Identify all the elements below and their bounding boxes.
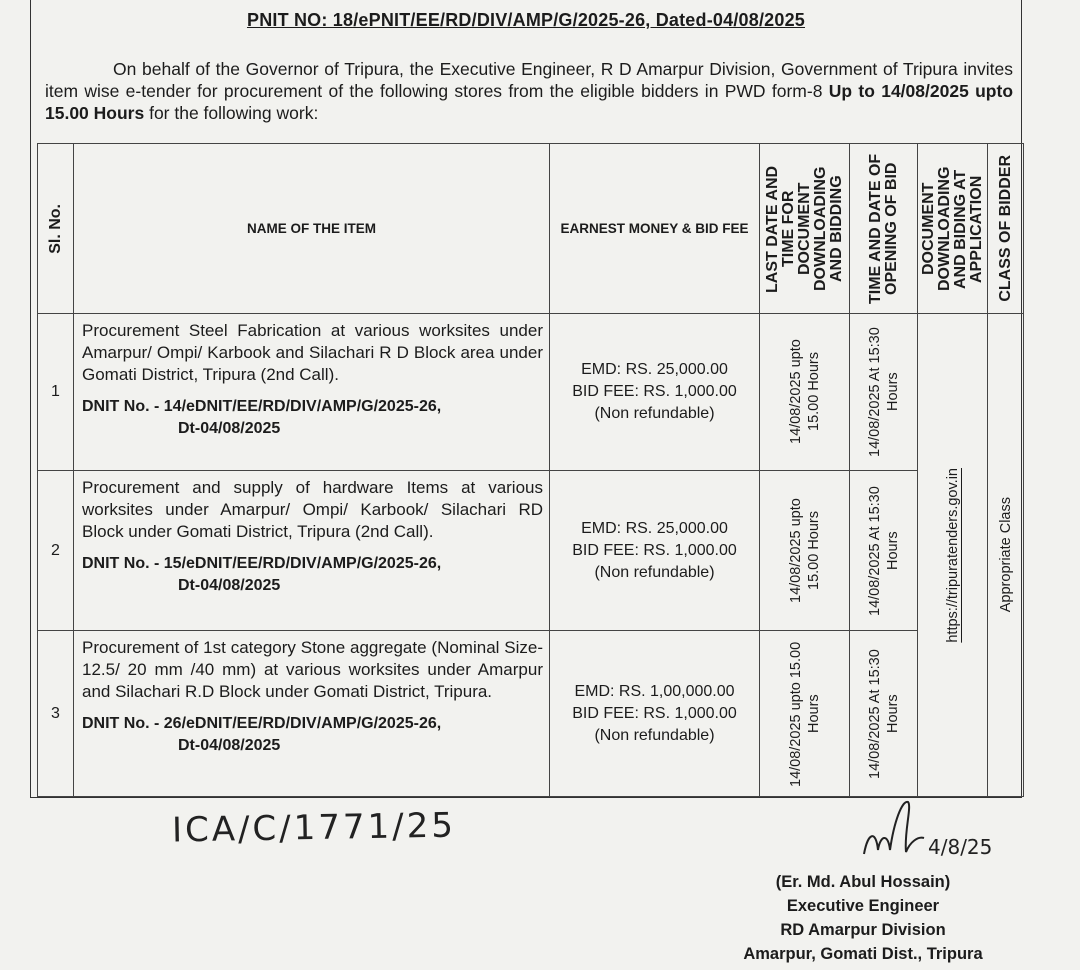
signature-date: 4/8/25 xyxy=(928,835,993,859)
intro-suffix: for the following work: xyxy=(144,103,319,123)
header-downloading: DOCUMENT DOWNLOADING AND BIDING AT APPLICATION xyxy=(918,144,988,314)
dnit-number: DNIT No. - 14/eDNIT/EE/RD/DIV/AMP/G/2025-26, Dt-04/08/2025 xyxy=(82,398,442,437)
emd-amount: EMD: RS. 1,00,000.00 xyxy=(574,682,735,700)
row-sl: 1 xyxy=(38,314,74,471)
row-emd xyxy=(550,471,760,631)
row-sl: 2 xyxy=(38,471,74,631)
row-opening: 14/08/2025 At 15:30 Hours xyxy=(850,471,918,631)
signatory-block xyxy=(708,870,1018,966)
signature-mark xyxy=(858,792,1028,872)
signatory-title: Executive Engineer xyxy=(786,897,940,915)
header-last-date: LAST DATE AND TIME FOR DOCUMENT DOWNLOADING AND BIDDING xyxy=(760,144,850,314)
tender-website-link[interactable]: https://tripuratenders.gov.in xyxy=(944,467,961,643)
signatory-location: Amarpur, Gomati Dist., Tripura xyxy=(743,945,983,963)
row-last-date: 14/08/2025 upto 15.00 Hours xyxy=(760,631,850,797)
bidder-class: Appropriate Class xyxy=(997,497,1014,613)
item-description: Procurement Steel Fabrication at various worksites under Amarpur/ Ompi/ Karbook and Silachari R D Block area under Gomati District, Tripura (2nd Call). xyxy=(82,321,543,384)
row-item xyxy=(74,314,550,471)
intro-deadline: Up to 14/08/2025 upto 15.00 Hours xyxy=(45,81,1014,123)
bidder-class-cell xyxy=(988,314,1024,797)
refund-note: (Non refundable) xyxy=(594,405,715,422)
handwritten-reference: ICA/C/1771/25 xyxy=(171,805,457,851)
tender-table xyxy=(37,143,1024,797)
intro-paragraph xyxy=(45,58,1013,124)
bid-fee: BID FEE: RS. 1,000.00 xyxy=(572,541,737,559)
table-row xyxy=(38,631,1024,797)
bid-fee: BID FEE: RS. 1,000.00 xyxy=(572,383,737,400)
row-emd xyxy=(550,314,760,471)
dnit-number: DNIT No. - 15/eDNIT/EE/RD/DIV/AMP/G/2025-26, Dt-04/08/2025 xyxy=(82,555,442,594)
emd-amount: EMD: RS. 25,000.00 xyxy=(581,519,728,537)
table-header-row xyxy=(38,144,1024,314)
refund-note: (Non refundable) xyxy=(594,726,715,744)
row-item xyxy=(74,631,550,797)
table-row xyxy=(38,314,1024,471)
header-emd-fee: EARNEST MONEY & BID FEE xyxy=(550,144,760,314)
row-sl: 3 xyxy=(38,631,74,797)
row-opening: 14/08/2025 At 15:30 Hours xyxy=(850,314,918,471)
header-name-of-item: NAME OF THE ITEM xyxy=(74,144,550,314)
row-last-date: 14/08/2025 upto 15.00 Hours xyxy=(760,314,850,471)
table-row xyxy=(38,471,1024,631)
row-emd xyxy=(550,631,760,797)
dnit-number: DNIT No. - 26/eDNIT/EE/RD/DIV/AMP/G/2025-26, Dt-04/08/2025 xyxy=(82,715,442,754)
tender-website-cell xyxy=(918,314,988,797)
header-sl-no: Sl. No. xyxy=(38,144,74,314)
bid-fee: BID FEE: RS. 1,000.00 xyxy=(572,704,737,722)
row-last-date: 14/08/2025 upto 15.00 Hours xyxy=(760,471,850,631)
row-opening: 14/08/2025 At 15:30 Hours xyxy=(850,631,918,797)
item-description: Procurement and supply of hardware Items at various worksites under Amarpur/ Ompi/ Karbook/ Silachari RD Block under Gomati District, Tripura (2nd Call). xyxy=(82,478,543,541)
row-item xyxy=(74,471,550,631)
pnit-title: PNIT NO: 18/ePNIT/EE/RD/DIV/AMP/G/2025-26, Dated-04/08/2025 xyxy=(246,10,805,30)
signatory-division: RD Amarpur Division xyxy=(780,921,946,939)
signatory-name: (Er. Md. Abul Hossain) xyxy=(775,873,951,891)
emd-amount: EMD: RS. 25,000.00 xyxy=(581,361,728,378)
refund-note: (Non refundable) xyxy=(594,563,715,581)
item-description: Procurement of 1st category Stone aggregate (Nominal Size-12.5/ 20 mm /40 mm) at various worksites under Amarpur and Silachari R.D Block under Gomati District, Tripura. xyxy=(82,638,543,701)
intro-text: On behalf of the Governor of Tripura, the Executive Engineer, R D Amarpur Division, Government of Tripura invites item wise e-tender for procurement of the following stores from the eligible bidders in PWD form-8 xyxy=(45,59,1013,101)
header-opening: TIME AND DATE OF OPENING OF BID xyxy=(850,144,918,314)
notice-sheet xyxy=(30,0,1022,798)
header-class: CLASS OF BIDDER xyxy=(988,144,1024,314)
